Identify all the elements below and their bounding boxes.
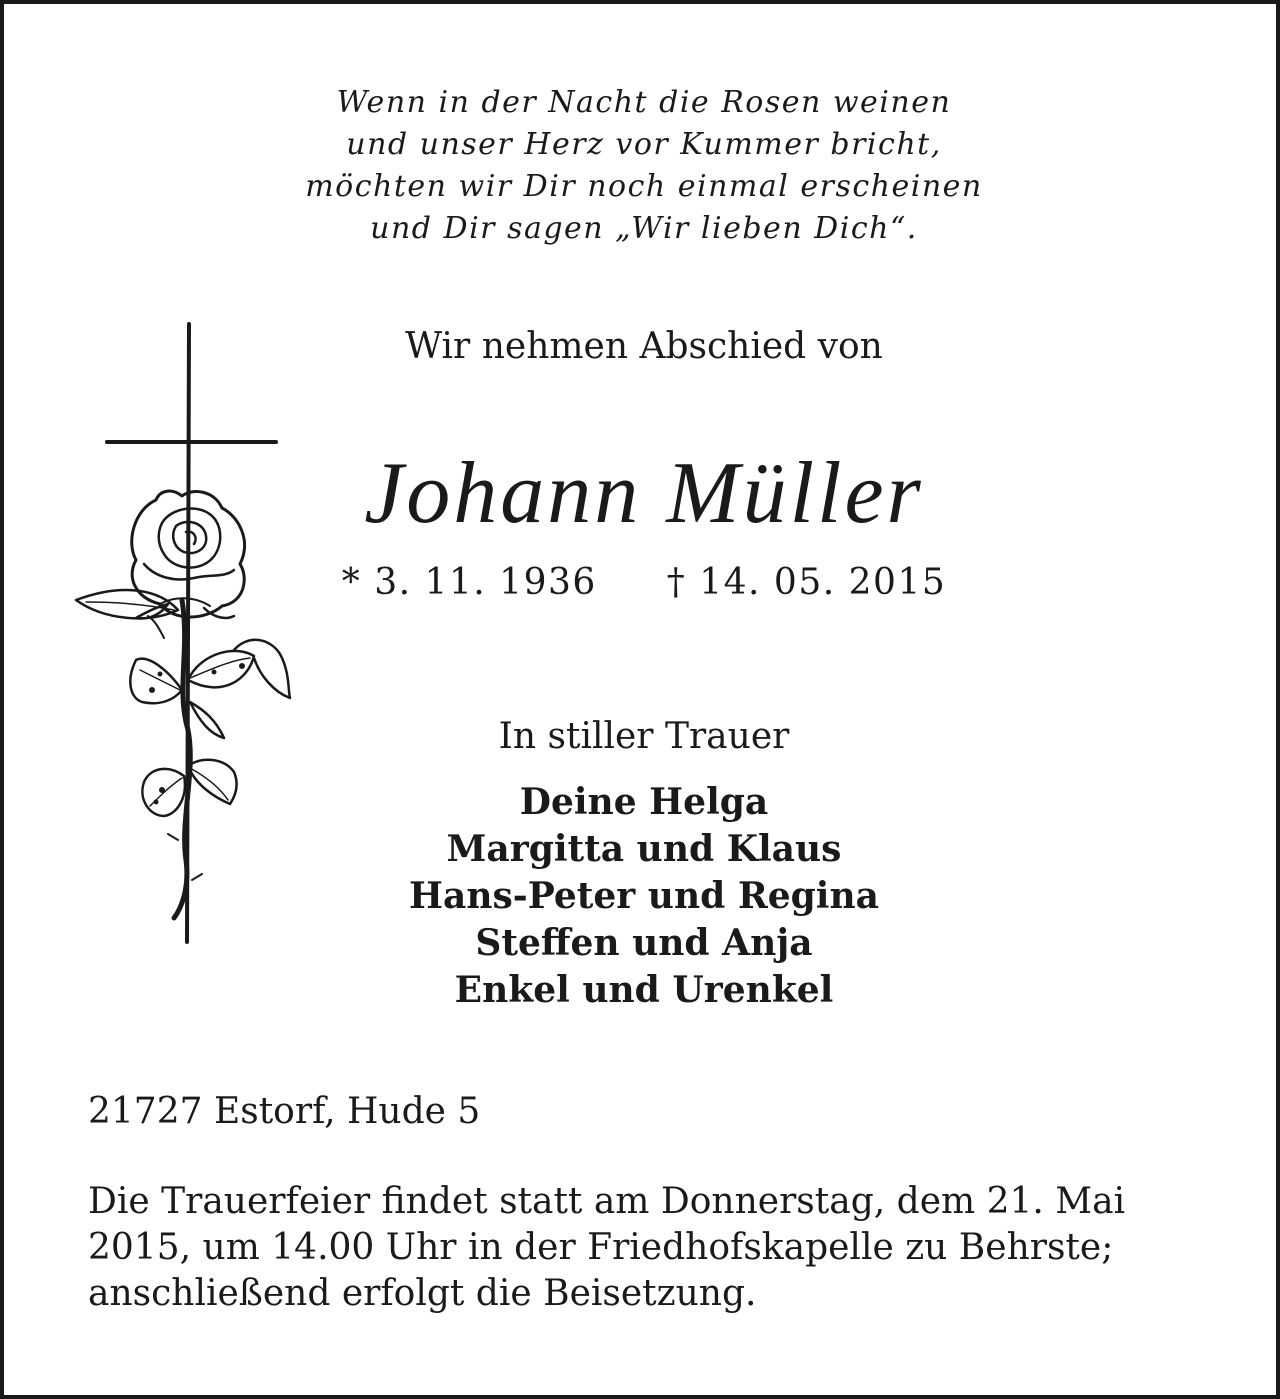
service-line: Die Trauerfeier findet statt am Donnerstag, dem 21. Mai bbox=[88, 1181, 1126, 1222]
family-member: Enkel und Urenkel bbox=[454, 969, 834, 1011]
family-member: Margitta und Klaus bbox=[446, 828, 842, 870]
poem-line: und unser Herz vor Kummer bricht, bbox=[346, 127, 942, 162]
farewell-heading: Wir nehmen Abschied von bbox=[405, 326, 883, 367]
service-line: 2015, um 14.00 Uhr in der Friedhofskapelle zu Behrste; bbox=[88, 1227, 1114, 1268]
birth-date: * 3. 11. 1936 bbox=[341, 562, 597, 603]
service-info bbox=[88, 1179, 1218, 1317]
poem bbox=[4, 82, 1280, 250]
death-date: † 14. 05. 2015 bbox=[666, 562, 947, 603]
service-line: anschließend erfolgt die Beisetzung. bbox=[88, 1273, 757, 1314]
family-list bbox=[4, 779, 1280, 1014]
family-member: Hans-Peter und Regina bbox=[409, 875, 879, 917]
life-dates bbox=[4, 559, 1280, 607]
address: 21727 Estorf, Hude 5 bbox=[88, 1091, 481, 1132]
family-member: Deine Helga bbox=[519, 781, 769, 823]
mourning-intro: In stiller Trauer bbox=[498, 716, 790, 757]
deceased-name: Johann Müller bbox=[364, 445, 924, 542]
poem-line: möchten wir Dir noch einmal erscheinen bbox=[305, 169, 983, 204]
family-member: Steffen und Anja bbox=[475, 922, 813, 964]
poem-line: Wenn in der Nacht die Rosen weinen bbox=[336, 85, 952, 120]
poem-line: und Dir sagen „Wir lieben Dich“. bbox=[370, 211, 918, 246]
